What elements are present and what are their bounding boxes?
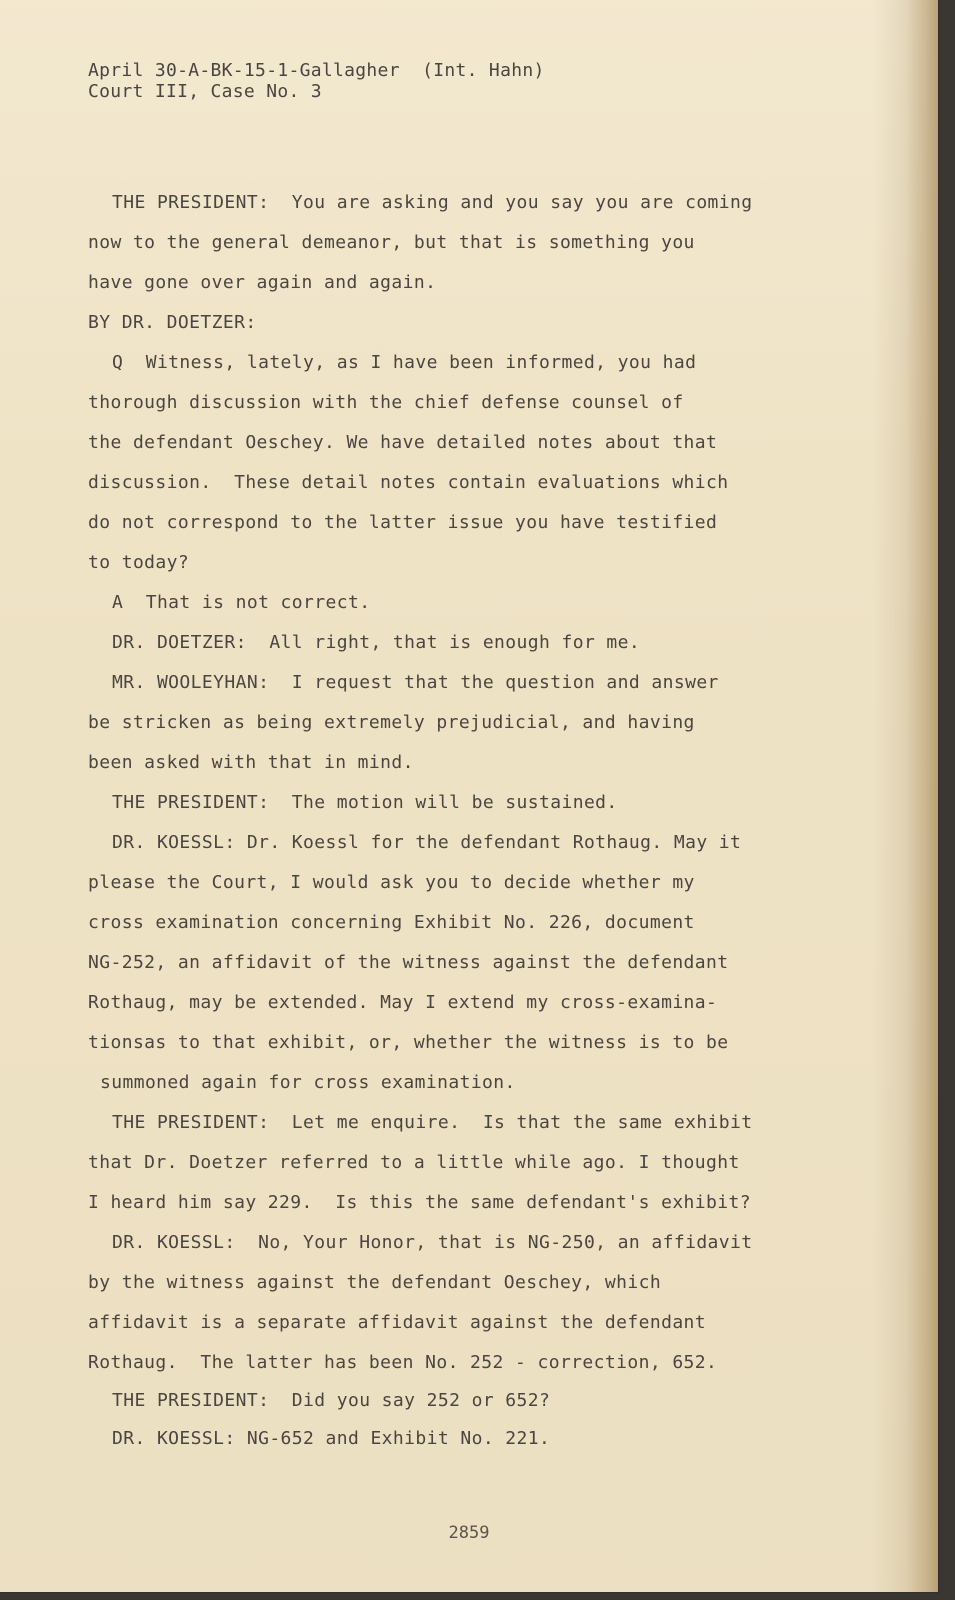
transcript-line: have gone over again and again. [88,272,437,293]
transcript-line: been asked with that in mind. [88,752,414,773]
page-number: 2859 [448,1523,490,1543]
transcript-line: DR. DOETZER: All right, that is enough for me. [112,632,641,653]
transcript-line: by the witness against the defendant Oeschey, which [88,1272,662,1293]
transcript-line: DR. KOESSL: No, Your Honor, that is NG-250, an affidavit [112,1232,753,1253]
document-header [88,60,545,102]
transcript-line: Rothaug, may be extended. May I extend my cross-examina- [88,992,718,1013]
transcript-line: DR. KOESSL: Dr. Koessl for the defendant Rothaug. May it [112,832,742,853]
transcript-line: the defendant Oeschey. We have detailed notes about that [88,432,718,453]
paper-edge-shadow [906,0,938,1592]
transcript-line: BY DR. DOETZER: [88,312,257,333]
transcript-line: DR. KOESSL: NG-652 and Exhibit No. 221. [112,1428,551,1449]
transcript-line: affidavit is a separate affidavit against the defendant [88,1312,707,1333]
transcript-line: summoned again for cross examination. [100,1072,516,1093]
transcript-line: that Dr. Doetzer referred to a little while ago. I thought [88,1152,740,1173]
transcript-line: THE PRESIDENT: You are asking and you say you are coming [112,192,753,213]
transcript-line: tionsas to that exhibit, or, whether the witness is to be [88,1032,729,1053]
transcript-line: do not correspond to the latter issue you have testified [88,512,718,533]
transcript-line: now to the general demeanor, but that is something you [88,232,695,253]
transcript-line: THE PRESIDENT: The motion will be sustained. [112,792,618,813]
transcript-line: MR. WOOLEYHAN: I request that the question and answer [112,672,719,693]
transcript-line: be stricken as being extremely prejudicial, and having [88,712,695,733]
transcript-line: thorough discussion with the chief defense counsel of [88,392,684,413]
transcript-line: please the Court, I would ask you to decide whether my [88,872,695,893]
transcript-line: THE PRESIDENT: Let me enquire. Is that the same exhibit [112,1112,753,1133]
transcript-line: Q Witness, lately, as I have been informed, you had [112,352,697,373]
transcript-line: A That is not correct. [112,592,371,613]
transcript-line: Rothaug. The latter has been No. 252 - correction, 652. [88,1352,718,1373]
transcript-line: THE PRESIDENT: Did you say 252 or 652? [112,1390,551,1411]
transcript-line: discussion. These detail notes contain evaluations which [88,472,729,493]
transcript-line: cross examination concerning Exhibit No. 226, document [88,912,695,933]
transcript-line: to today? [88,552,190,573]
header-line-1: April 30-A-BK-15-1-Gallagher (Int. Hahn) [88,60,545,81]
transcript-line: I heard him say 229. Is this the same defendant's exhibit? [88,1192,751,1213]
transcript-line: NG-252, an affidavit of the witness against the defendant [88,952,729,973]
header-line-2: Court III, Case No. 3 [88,81,322,102]
